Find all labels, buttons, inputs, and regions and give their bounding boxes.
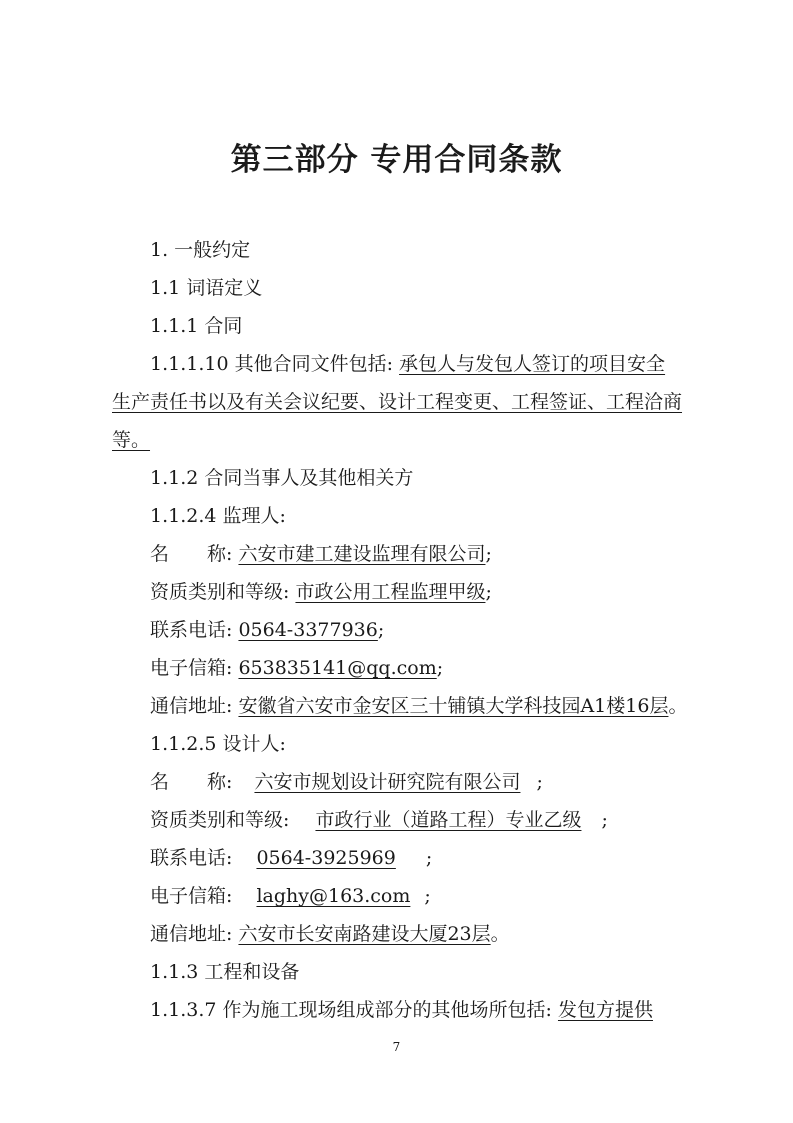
field-label: 联系电话: xyxy=(150,619,239,641)
clause-1-1-3-7 xyxy=(150,996,702,1024)
supervisor-email: 653835141@qq.com xyxy=(238,657,437,679)
clause-label: 1.1.3.7 作为施工现场组成部分的其他场所包括: xyxy=(150,999,558,1021)
clause-1-1-1-10-cont xyxy=(112,388,702,416)
supervisor-phone: 0564-3377936 xyxy=(238,619,378,641)
supervisor-name: 六安市建工建设监理有限公司 xyxy=(238,543,486,565)
punct: ; xyxy=(485,581,492,603)
designer-phone xyxy=(238,847,425,869)
punct: ; xyxy=(425,847,433,869)
designer-name-text: 六安市规划设计研究院有限公司 xyxy=(254,771,521,793)
designer-tel-row xyxy=(150,844,702,872)
field-label: 电子信箱: xyxy=(150,885,239,907)
clause-value: 承包人与发包人签订的项目安全 xyxy=(399,353,666,375)
punct: ; xyxy=(377,619,385,641)
supervisor-name-row xyxy=(150,540,702,568)
designer-qual-text: 市政行业（道路工程）专业乙级 xyxy=(315,809,582,831)
field-label: 资质类别和等级: xyxy=(150,581,296,603)
designer-tel-text: 0564-3925969 xyxy=(256,847,396,869)
clause-value: 发包方提供 xyxy=(557,999,653,1021)
clause-1-1-1-10-end xyxy=(112,426,702,454)
punct: 。 xyxy=(490,923,510,945)
field-label: 电子信箱: xyxy=(150,657,239,679)
designer-address: 六安市长安南路建设大厦23层 xyxy=(238,923,491,945)
field-label: 资质类别和等级: xyxy=(150,809,296,831)
punct: ; xyxy=(536,771,543,793)
punct: ; xyxy=(485,543,492,565)
clause-1-1-1-10 xyxy=(150,350,702,378)
heading-definitions: 1.1 词语定义 xyxy=(150,277,263,299)
field-label: 联系电话: xyxy=(150,847,239,869)
designer-email xyxy=(238,885,424,907)
punct: ; xyxy=(424,885,431,907)
supervisor-tel-row xyxy=(150,616,702,644)
supervisor-email-row xyxy=(150,654,702,682)
heading-parties: 1.1.2 合同当事人及其他相关方 xyxy=(150,467,414,489)
punct: ; xyxy=(436,657,444,679)
heading-designer: 1.1.2.5 设计人: xyxy=(150,733,286,755)
designer-email-row xyxy=(150,882,702,910)
punct: 。 xyxy=(668,695,688,717)
field-label: 通信地址: xyxy=(150,923,239,945)
heading-contract: 1.1.1 合同 xyxy=(150,315,243,337)
designer-qual-row xyxy=(150,806,702,834)
heading-general: 1. 一般约定 xyxy=(150,239,251,261)
supervisor-qual-row xyxy=(150,578,702,606)
designer-addr-row xyxy=(150,920,702,948)
field-label: 名 称: xyxy=(150,543,239,565)
designer-name-row xyxy=(150,768,702,796)
page-title: 第三部分 专用合同条款 xyxy=(230,142,563,178)
supervisor-address: 安徽省六安市金安区三十铺镇大学科技园A1楼16层 xyxy=(238,695,669,717)
clause-label: 1.1.1.10 其他合同文件包括: xyxy=(150,353,400,375)
designer-name xyxy=(238,771,536,793)
field-label: 名 称: xyxy=(150,771,239,793)
heading-supervisor: 1.1.2.4 监理人: xyxy=(150,505,286,527)
designer-qualification xyxy=(295,809,601,831)
designer-email-text: laghy@163.com xyxy=(256,885,411,907)
field-label: 通信地址: xyxy=(150,695,239,717)
page-number: 7 xyxy=(392,1040,401,1054)
punct: ; xyxy=(601,809,608,831)
supervisor-addr-row xyxy=(150,692,702,720)
clause-value-end: 等。 xyxy=(112,429,151,451)
clause-value-cont: 生产责任书以及有关会议纪要、设计工程变更、工程签证、工程洽商 xyxy=(112,391,683,413)
heading-works: 1.1.3 工程和设备 xyxy=(150,961,300,983)
supervisor-qualification: 市政公用工程监理甲级 xyxy=(295,581,486,603)
